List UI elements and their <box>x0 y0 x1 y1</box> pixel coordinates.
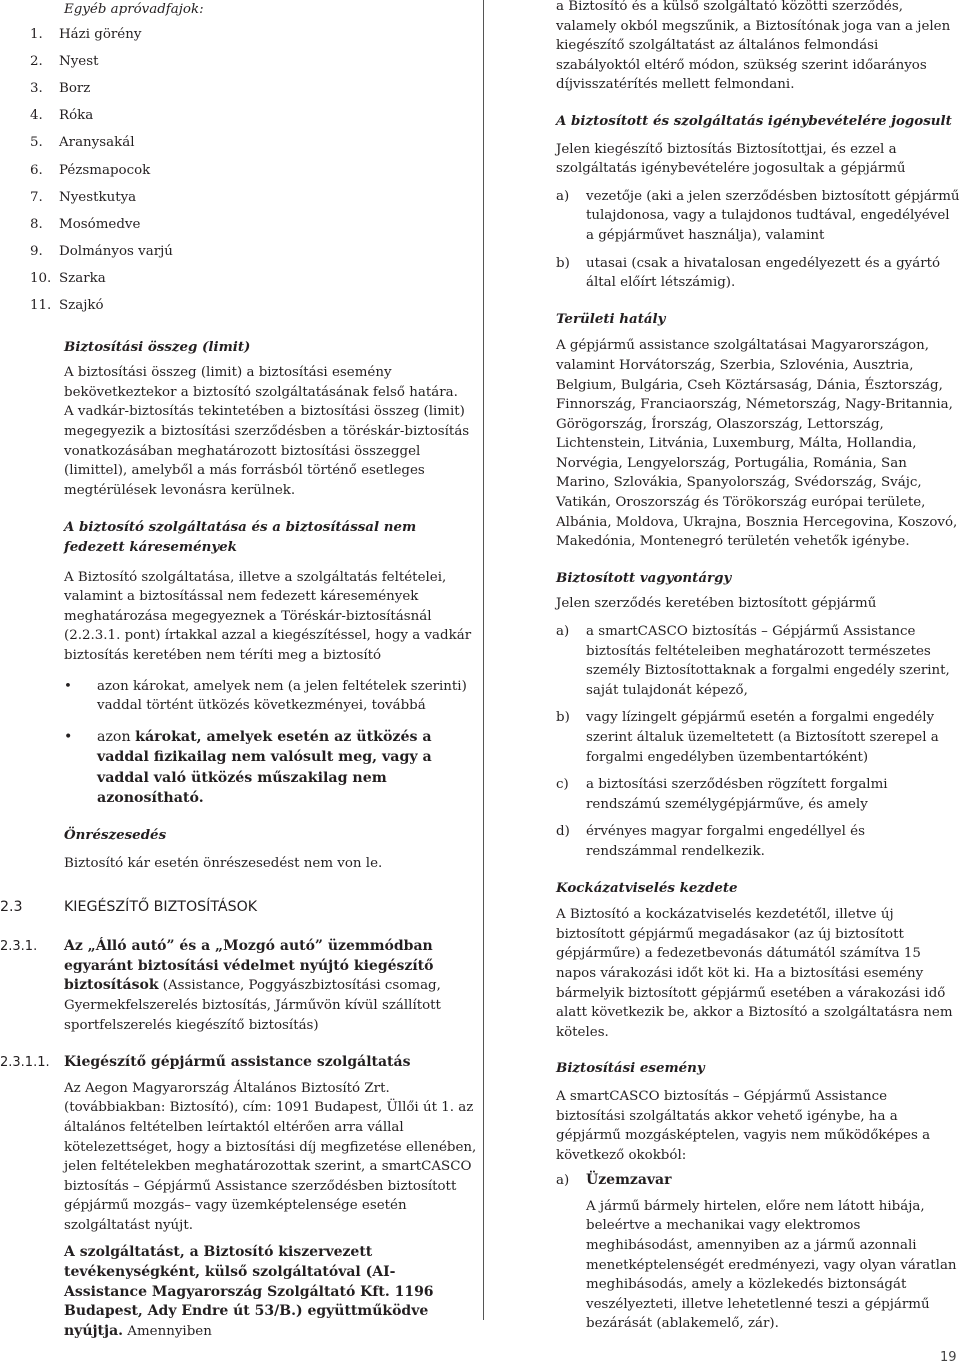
item-text: Szajkó <box>59 298 104 314</box>
item-number: 4. <box>30 108 43 124</box>
list-item <box>0 265 478 292</box>
bullet-text-plain: azon <box>97 728 136 745</box>
event-item-paragraph: A jármű bármely hirtelen, előre nem látott hibája, beleértve a mechanikai vagy elektromos meghibásodást, amennyiben az a jármű azonnali menetképtelenségét eredményezi, vagy olyan váratlan meghibásodás, amely a közlekedés biztonságát veszélyezteti, illetve lehetetlenné teszi a gépjármű bezárását (ablakemelő, zár). <box>586 1198 957 1332</box>
item-number: 1. <box>30 26 43 42</box>
bullet-item <box>64 677 478 716</box>
section-number: 2.3 <box>0 898 23 915</box>
bullet-text-bold: károkat, amelyek esetén az ütközés a vaddal fizikailag nem valósult meg, vagy a vaddal való ütközés műszakilag nem azonosítható. <box>97 728 432 806</box>
bullet-text: azon károkat, amelyek nem (a jelen feltételek szerinti) vaddal történt ütközés következményei, továbbá <box>97 678 467 714</box>
entitled-paragraph: Jelen kiegészítő biztosítás Biztosítottjai, és ezzel a szolgáltatás igénybevételére jogosultak a gépjármű <box>556 141 906 177</box>
bullet-icon: • <box>64 728 73 745</box>
assistance-paragraph-1: Az Aegon Magyarország Általános Biztosító Zrt. (továbbiakban: Biztosító), cím: 1091 Budapest, Üllői út 1. az általános feltételben leírtaktól eltérően arra vállal kötelezettséget, hogy a biztosítási díj megfizetése ellenében, jelen feltételekben meghatározottak szerint, a smartCASCO biztosítás – Gépjármű Assistance szerződésben biztosított gépjármű mozgás– vagy üzemképtelensége esetén szolgáltatást nyújt. <box>64 1080 477 1233</box>
limit-heading: Biztosítási összeg (limit) <box>64 338 251 355</box>
section-2-3-1-1-heading <box>0 1053 478 1073</box>
section-2-3-1-heading <box>0 937 478 1035</box>
item-text: vagy lízingelt gépjármű esetén a forgalmi engedély szerint általuk üzemeltetett (a Biztosított szerepel a forgalmi engedélyben üzembentartóként) <box>586 710 939 765</box>
limit-paragraph-1: A biztosítási összeg (limit) a biztosítási esemény bekövetkeztekor a biztosító szolgáltatásának felső határa. <box>64 365 458 400</box>
service-heading: A biztosító szolgáltatása és a biztosítással nem fedezett káresemények <box>64 519 417 555</box>
list-item <box>0 48 478 75</box>
item-text: Róka <box>59 108 94 124</box>
assistance-paragraph-2-plain: Amennyiben <box>123 1323 212 1339</box>
event-heading: Biztosítási esemény <box>556 1060 705 1077</box>
item-marker: a) <box>556 624 570 640</box>
list-item <box>0 75 478 102</box>
territory-paragraph: A gépjármű assistance szolgáltatásai Magyarországon, valamint Horvátország, Szerbia, Szlovénia, Ausztria, Belgium, Bulgária, Cseh Köztársaság, Dánia, Észtország, Finnország, Franciaország, Németország, Nagy-Britannia, Görögország, Írország, Olaszország, Lettország, Lichtenstein, Litvánia, Luxemburg, Málta, Hollandia, Norvégia, Lengyelország, Portugália, Románia, San Marino, Szlovákia, Spanyolország, Svédország, Svájc, Vatikán, Oroszország és Törökország európai területe, Albánia, Moldova, Ukrajna, Bosznia Hercegovina, Koszovó, Makedónia, Montenegró területén vehetők igénybe. <box>556 338 958 550</box>
item-text: Házi görény <box>59 26 142 42</box>
section-title: KIEGÉSZÍTŐ BIZTOSÍTÁSOK <box>64 898 258 915</box>
deductible-paragraph: Biztosító kár esetén önrészesedést nem von le. <box>64 855 383 871</box>
item-title: Üzemzavar <box>586 1172 672 1189</box>
list-item <box>556 622 960 700</box>
bullet-item <box>64 727 478 809</box>
item-text: Nyest <box>59 53 99 69</box>
list-item <box>556 775 960 814</box>
entitled-heading: A biztosított és szolgáltatás igénybevételére jogosult <box>556 112 952 129</box>
risk-heading: Kockázatviselés kezdete <box>556 879 738 896</box>
left-column <box>0 0 478 1341</box>
list-item <box>0 102 478 129</box>
list-item <box>556 254 960 293</box>
section-number: 2.3.1. <box>0 939 38 955</box>
list-item <box>556 822 960 861</box>
list-item <box>0 129 478 156</box>
section-title: Kiegészítő gépjármű assistance szolgáltatás <box>64 1054 411 1071</box>
continuation-paragraph: a Biztosító és a külső szolgáltató közötti szerződés, valamely okból megszűnik, a Biztosítónak joga van a jelen kiegészítő szolgáltatást az általános felmondási szabályoktól eltérő módon, szükség szerint időarányos díjvisszatérítés mellett felmondani. <box>556 0 951 93</box>
animal-list <box>0 21 478 320</box>
bullet-icon: • <box>64 678 72 694</box>
right-column <box>556 0 960 1334</box>
item-text: Pézsmapocok <box>59 162 151 178</box>
list-item <box>556 187 960 246</box>
item-number: 3. <box>30 80 43 96</box>
list-item <box>0 184 478 211</box>
deductible-heading: Önrészesedés <box>64 827 167 844</box>
list-item <box>0 211 478 238</box>
item-text: Aranysakál <box>59 135 135 151</box>
page-number: 19 <box>940 1350 957 1365</box>
bullet-text <box>97 727 478 809</box>
service-paragraph: A Biztosító szolgáltatása, illetve a szolgáltatás feltételei, valamint a biztosítással nem fedezett káresemények meghatározása megegyeznek a Töréskár-biztosításnál (2.2.3.1. pont) írtakkal azzal a kiegészítéssel, hogy a vadkár biztosítás keretében nem téríti meg a biztosító <box>64 569 472 663</box>
item-text: Szarka <box>59 271 106 287</box>
item-number: 10. <box>30 271 52 287</box>
list-item <box>556 708 960 767</box>
item-text: vezetője (aki a jelen szerződésben biztosított gépjármű tulajdonosa, vagy a tulajdonos tudtával, engedélyével a gépjárművet használja), valamint <box>586 188 960 243</box>
item-text: Nyestkutya <box>59 189 137 205</box>
item-number: 5. <box>30 135 43 151</box>
item-marker: c) <box>556 777 569 793</box>
section-title-plain: (Assistance, Poggyászbiztosítási csomag, Gyermekfelszerelés biztosítás, Járművön kívül szállított sportfelszerelés kiegészítő biztosítás) <box>64 978 441 1033</box>
item-text: Mosómedve <box>59 216 141 232</box>
item-marker: b) <box>556 255 570 271</box>
section-2-3-heading <box>0 898 478 918</box>
item-number: 9. <box>30 244 43 260</box>
item-text: érvényes magyar forgalmi engedéllyel és rendszámmal rendelkezik. <box>586 824 865 859</box>
item-marker: a) <box>556 188 570 204</box>
list-item <box>0 21 478 48</box>
item-number: 8. <box>30 216 43 232</box>
item-text: utasai (csak a hivatalosan engedélyezett és a gyártó által előírt létszámig). <box>586 255 941 291</box>
item-number: 7. <box>30 189 43 205</box>
item-text: a smartCASCO biztosítás – Gépjármű Assistance biztosítás feltételeiben meghatározott természetes személy Biztosítottaknak a forgalmi engedély szerint, saját tulajdonát képező, <box>586 624 950 698</box>
event-paragraph: A smartCASCO biztosítás – Gépjármű Assistance biztosítási szolgáltatás akkor vehető igénybe, ha a gépjármű mozgásképtelen, vagyis nem működőképes a következő okokból: <box>556 1088 931 1163</box>
list-item <box>0 238 478 265</box>
risk-paragraph-2: Ha a biztosítási esemény bármelyik biztosított gépjármű esetében a várakozási idő alatt következik be, akkor a Biztosító a szolgáltatásra nem köteles. <box>556 965 953 1040</box>
limit-paragraph-2: A vadkár-biztosítás tekintetében a biztosítási összeg (limit) megegyezik a biztosítási szerződésben a töréskár-biztosítás vonatkozásában meghatározott biztosítási összeggel (limittel), amelyből a más forrásból történő esetleges megtérülések levonásra kerülnek. <box>64 404 470 498</box>
column-divider <box>483 0 484 1320</box>
item-marker: a) <box>556 1173 570 1189</box>
item-text: a biztosítási szerződésben rögzített forgalmi rendszámú személygépjárműve, és amely <box>586 777 888 812</box>
item-number: 11. <box>30 298 52 314</box>
section-title-bold: Az „Álló autó” és a „Mozgó autó” üzemmódban egyaránt biztosítási védelmet nyújtó kiegészítő biztosítások <box>64 938 434 994</box>
item-number: 6. <box>30 162 43 178</box>
list-item <box>0 157 478 184</box>
property-paragraph: Jelen szerződés keretében biztosított gépjármű <box>556 596 877 612</box>
property-heading: Biztosított vagyontárgy <box>556 569 732 586</box>
list-item <box>0 292 478 319</box>
item-text: Borz <box>59 80 91 96</box>
assistance-paragraph-2-bold: A szolgáltatást, a Biztosító kiszervezett tevékenységként, külső szolgáltatóval (AI-Assistance Magyarország Szolgáltató Kft. 1196 Budapest, Ady Endre út 53/B.) együttműködve nyújtja. <box>64 1244 434 1339</box>
list-item <box>556 1171 960 1191</box>
risk-paragraph-1: A Biztosító a kockázatviselés kezdetétől, illetve új biztosított gépjármű megadásakor (az új biztosított gépjárműre) a fedezetbevonás dátumától számítva 15 napos várakozási időt köt ki. <box>556 907 921 981</box>
section-number: 2.3.1.1. <box>0 1055 50 1071</box>
territory-heading: Területi hatály <box>556 310 666 327</box>
item-marker: b) <box>556 710 570 726</box>
item-text: Dolmányos varjú <box>59 244 173 260</box>
item-marker: d) <box>556 824 570 840</box>
item-number: 2. <box>30 53 43 69</box>
intro-label: Egyéb apróvadfajok: <box>64 2 204 17</box>
